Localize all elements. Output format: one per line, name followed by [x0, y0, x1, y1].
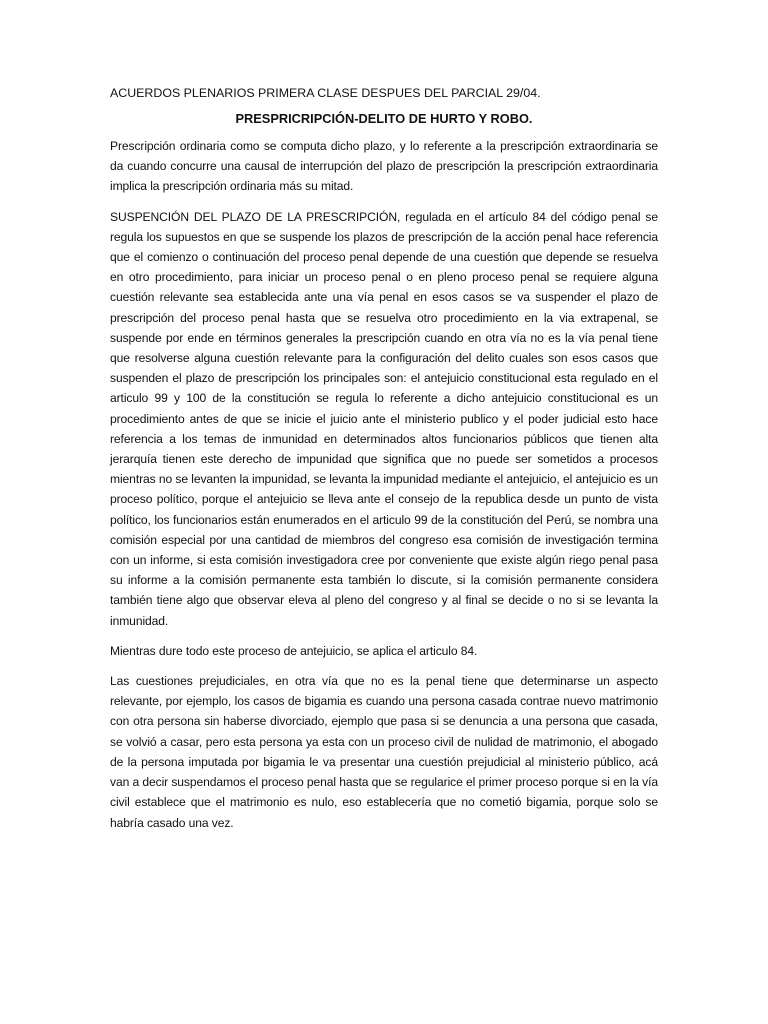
- document-header: ACUERDOS PLENARIOS PRIMERA CLASE DESPUES DEL PARCIAL 29/04.: [110, 86, 541, 100]
- paragraph-antejuicio-articulo-84: Mientras dure todo este proceso de antejuicio, se aplica el articulo 84.: [110, 643, 478, 658]
- paragraph-prescripcion-ordinaria: Prescripción ordinaria como se computa dicho plazo, y lo referente a la prescripción extraordinaria se da cuando concurre una causal de interrupción del plazo de prescripción la prescripción extraordinaria implica la prescripción ordinaria más su mitad.: [110, 139, 658, 194]
- paragraph-suspencion-plazo: SUSPENCIÓN DEL PLAZO DE LA PRESCRIPCIÓN, regulada en el artículo 84 del código penal se regula los supuestos en que se suspende los plazos de prescripción de la acción penal hace referencia que el comienzo o continuación del proceso penal depende de una cuestión que depende se resuelva en otro procedimiento, para iniciar un proceso penal o en pleno proceso penal se requiere alguna cuestión relevante sea establecida ante una vía penal en esos casos se va suspender el plazo de prescripción del proceso penal hasta que se resuelva otro procedimiento en la via extrapenal, se suspende por ende en términos generales la prescripción cuando en otra vía no es la vía penal tiene que resolverse alguna cuestión relevante para la configuración del delito cuales son esos casos que suspenden el plazo de prescripción los principales son: el antejuicio constitucional esta regulado en el articulo 99 y 100 de la constitución se regula lo referente a dicho antejuicio constitucional es un procedimiento antes de que se inicie el juicio ante el ministerio publico y el poder judicial esto hace referencia a los temas de inmunidad en determinados altos funcionarios públicos que tienen alta jerarquía tienen este derecho de impunidad que significa que no puede ser sometidos a procesos mientras no se levanten la impunidad, se levanta la impunidad mediante el antejuicio, el antejuicio es un proceso político, porque el antejuicio se lleva ante el consejo de la republica desde un punto de vista político, los funcionarios están enumerados en el articulo 99 de la constitución del Perú, se nombra una comisión especial por una cantidad de miembros del congreso esa comisión de investigación termina con un informe, si esta comisión investigadora cree por conveniente que existe algún riego penal pasa su informe a la comisión permanente esta también lo discute, si la comisión permanente considera también tiene algo que observar eleva al pleno del congreso y al final se decide o no si se levanta la inmunidad.: [110, 209, 658, 628]
- document-title: PRESPRICRIPCIÓN-DELITO DE HURTO Y ROBO.: [235, 111, 533, 126]
- document-body: [110, 84, 658, 843]
- paragraph-cuestiones-prejudiciales: Las cuestiones prejudiciales, en otra vía que no es la penal tiene que determinarse un aspecto relevante, por ejemplo, los casos de bigamia es cuando una persona casada contrae nuevo matrimonio con otra persona sin haberse divorciado, ejemplo que pasa si se denuncia a una persona que casada, se volvió a casar, pero esta persona ya esta con un proceso civil de nulidad de matrimonio, el abogado de la persona imputada por bigamia le va presentar una cuestión prejudicial al ministerio público, acá van a decir suspendamos el proceso penal hasta que se regularice el primer proceso porque si en la vía civil establece que el matrimonio es nulo, eso establecería que no cometió bigamia, porque solo se habría casado una vez.: [110, 674, 658, 830]
